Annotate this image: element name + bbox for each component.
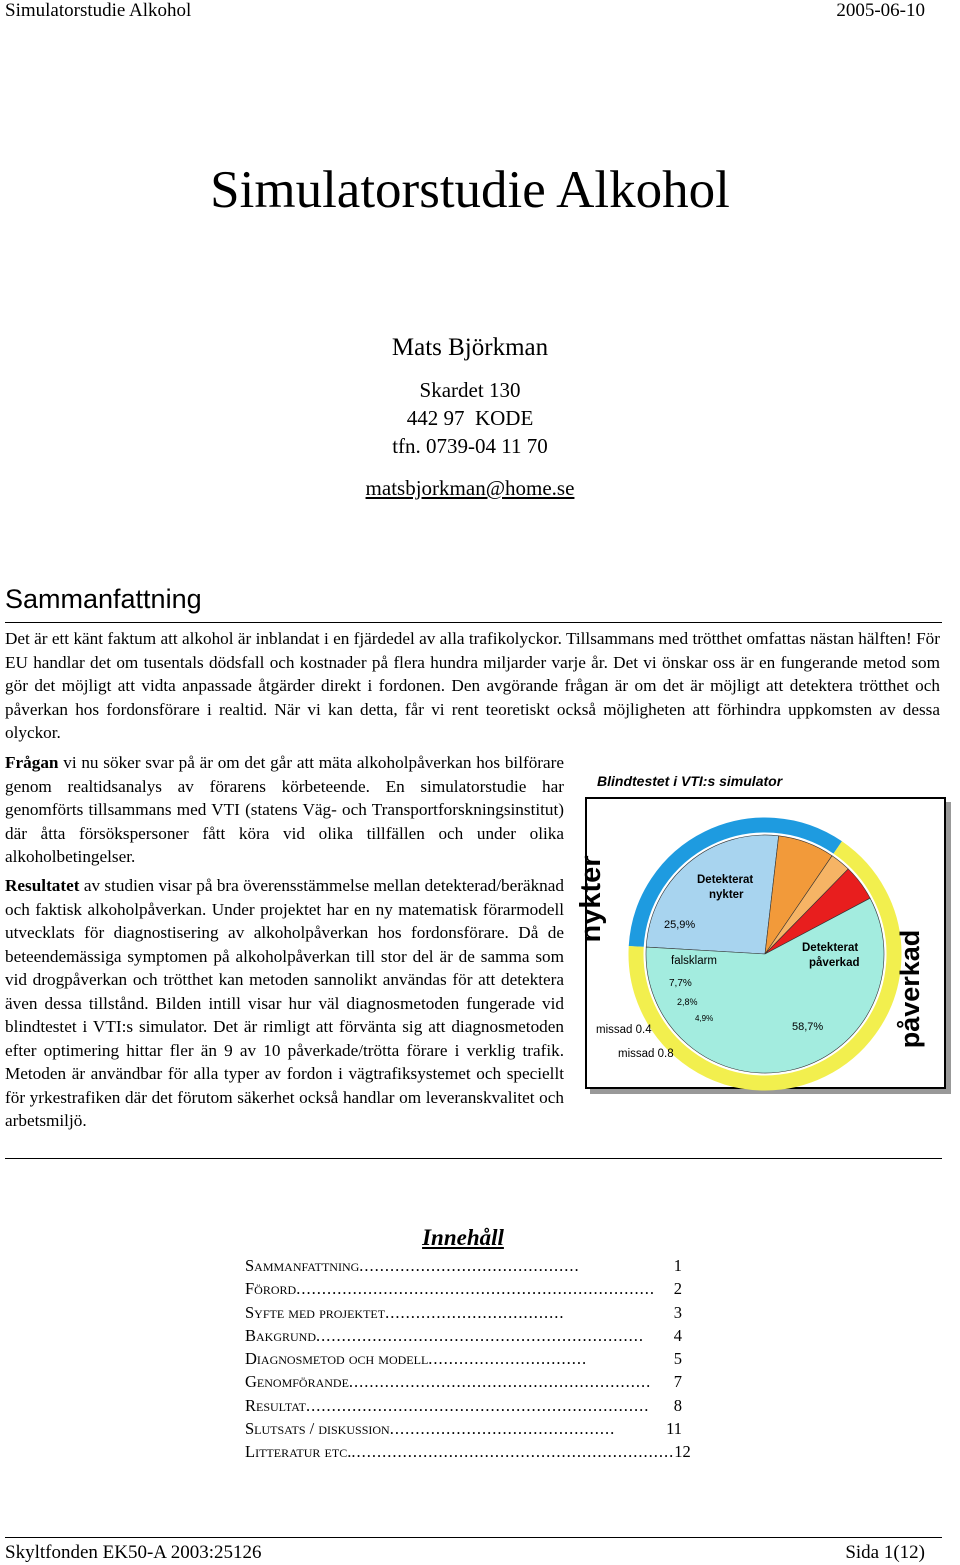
toc-entry-page: 11 xyxy=(666,1419,682,1439)
toc-entry[interactable] xyxy=(245,1370,682,1393)
toc-entry-page: 1 xyxy=(673,1256,682,1275)
toc-entry-title: Resultat xyxy=(245,1395,306,1415)
label-detected-paverkad-1: Detekterat xyxy=(802,942,859,954)
toc-entry-page: 3 xyxy=(673,1302,682,1322)
result-paragraph xyxy=(5,874,564,1133)
figure-frame xyxy=(575,797,946,1089)
toc-heading-text: Innehåll xyxy=(422,1225,504,1250)
pct-label-1: 7,7% xyxy=(669,978,692,989)
summary-intro: Det är ett känt faktum att alkohol är inblandat i en fjärdedel av alla trafikolyckor. Tillsammans med trötthet omfattas nästan hälften! För EU handlar det om tusentals dödsfall och kostnader på flera hundra miljarder varje år. Det vi önskar oss är en fungerande metod som gör det möjligt att vidta anpassade åtgärder direkt i fordonen. Den avgörande frågan är om det är möjligt att detektera trötthet och påverkan hos fordonsförare i realtid. När vi kan detta, får vi rent teoretiskt också möjligheten att förhindra uppkomsten av dessa olyckor. xyxy=(5,629,940,742)
toc-entry[interactable] xyxy=(245,1254,682,1277)
figure-caption: Blindtestet i VTI:s simulator xyxy=(597,773,783,789)
label-detected-nykter-2: nykter xyxy=(709,889,744,901)
pct-label-2: 2,8% xyxy=(677,997,698,1007)
label-missad-a: missad 0.4 xyxy=(596,1024,652,1036)
toc-entry[interactable] xyxy=(245,1394,682,1417)
toc-entry-title: Syfte med projektet xyxy=(245,1302,386,1322)
toc-entry[interactable] xyxy=(245,1324,682,1347)
toc-leader: ........................................................... xyxy=(348,1372,652,1392)
toc-leader: ................................................................... xyxy=(305,1395,650,1415)
toc-entry-title: Slutsats / diskussion xyxy=(245,1419,390,1439)
toc-leader: ...................................................................... xyxy=(296,1279,655,1299)
footer-rule xyxy=(5,1537,942,1538)
toc-leader: ........................................... xyxy=(359,1256,580,1275)
pct-label-0: 25,9% xyxy=(664,919,696,931)
toc-entry-page: 4 xyxy=(673,1325,682,1345)
document-title: Simulatorstudie Alkohol xyxy=(210,161,730,219)
toc-entry-page: 8 xyxy=(673,1395,682,1415)
footer-left: Skyltfonden EK50-A 2003:25126 xyxy=(5,1542,262,1563)
label-missad-b: missad 0.8 xyxy=(618,1048,674,1060)
toc-entry-title: Genomförande xyxy=(245,1372,349,1392)
pie-chart xyxy=(575,799,944,1087)
result-text: av studien visar på bra överensstämmelse mellan detekterad/beräknad och faktisk alkoholpåverkan. Under projektet har en ny matematisk förarmodell utvecklats för diagnostisering av alkoholpåverkan hos fordonsförare. Då de beteendemässiga symptomen på alkoholpåverkan till stor del är de samma som vid drogpåverkan och trötthet kan metoden sannolikt användas för att detektera även dessa tillstånd. Bilden intill visar hur väl diagnosmetoden fungerade vid blindtestet i VTI:s simulator. Det är rimligt att förvänta sig att diagnosmetoden efter optimering hittar fler än 9 av 10 påverkade/trötta förare i verklig trafik. Metoden är användbar för alla typer av fordon i vägtrafiksystemet och speciellt för yrkestrafiken där det förutom säkerhet också handlar om leveranskvalitet och arbetsmiljö. xyxy=(5,876,564,1130)
heading-rule xyxy=(5,622,942,623)
toc-leader: ............................................................... xyxy=(351,1442,675,1462)
toc-entry[interactable] xyxy=(245,1440,691,1463)
pct-label-3: 4,9% xyxy=(695,1014,714,1023)
label-falsklarm: falsklarm xyxy=(671,955,718,967)
toc-entry-page: 5 xyxy=(673,1349,682,1369)
pct-label-4: 58,7% xyxy=(792,1021,824,1033)
header-date: 2005-06-10 xyxy=(836,0,925,21)
toc-heading xyxy=(0,1225,926,1251)
toc-entry-page: 2 xyxy=(673,1279,682,1299)
pie-slices xyxy=(646,835,884,1073)
toc-entry[interactable] xyxy=(245,1301,682,1324)
label-detected-paverkad-2: påverkad xyxy=(809,957,860,969)
arc-label-nykter: nykter xyxy=(575,855,607,943)
toc-entry-title: Diagnosmetod och modell xyxy=(245,1349,429,1369)
toc-entry[interactable] xyxy=(245,1277,682,1300)
author-postal: 442 97 KODE xyxy=(406,406,534,430)
toc-entry-title: Litteratur etc. xyxy=(245,1442,352,1462)
toc-entry-page: 7 xyxy=(673,1372,682,1392)
toc-leader: ............................... xyxy=(428,1349,588,1369)
toc-list xyxy=(245,1254,691,1464)
author-name: Mats Björkman xyxy=(391,334,549,361)
toc-leader: ................................................................ xyxy=(316,1325,645,1345)
toc-leader: ............................................ xyxy=(389,1419,616,1439)
toc-entry-title: Bakgrund xyxy=(245,1325,317,1345)
author-phone: tfn. 0739-04 11 70 xyxy=(392,434,548,458)
toc-entry-title: Sammanfattning xyxy=(245,1256,360,1275)
arc-label-paverkad: påverkad xyxy=(895,929,925,1049)
question-text: vi nu söker svar på är om det går att mäta alkoholpåverkan hos bilförare genom realtidsanalys av förarens körbeteende. En simulatorstudie har genomförts tillsammans med VTI (statens Väg- och Transportforskningsinstitut) där åtta försökspersoner fått köra vid olika tillfällen och under olika alkoholbetingelser. xyxy=(5,753,565,866)
header-left: Simulatorstudie Alkohol xyxy=(5,0,192,21)
toc-entry[interactable] xyxy=(245,1417,682,1440)
question-paragraph xyxy=(5,751,564,869)
footer-page: Sida 1(12) xyxy=(845,1542,925,1563)
question-lead: Frågan xyxy=(5,753,59,772)
summary-heading: Sammanfattning xyxy=(5,584,202,614)
summary-column xyxy=(5,751,564,874)
summary-end-rule xyxy=(5,1158,942,1159)
toc-entry-page: 12 xyxy=(674,1442,691,1462)
toc-entry[interactable] xyxy=(245,1347,682,1370)
result-lead: Resultatet xyxy=(5,876,80,895)
toc-entry-title: Förord xyxy=(245,1279,297,1299)
label-detected-nykter-1: Detekterat xyxy=(697,874,754,886)
toc-leader: ................................... xyxy=(385,1302,565,1322)
author-street: Skardet 130 xyxy=(419,378,521,402)
author-email-link[interactable]: matsbjorkman@home.se xyxy=(365,476,575,500)
